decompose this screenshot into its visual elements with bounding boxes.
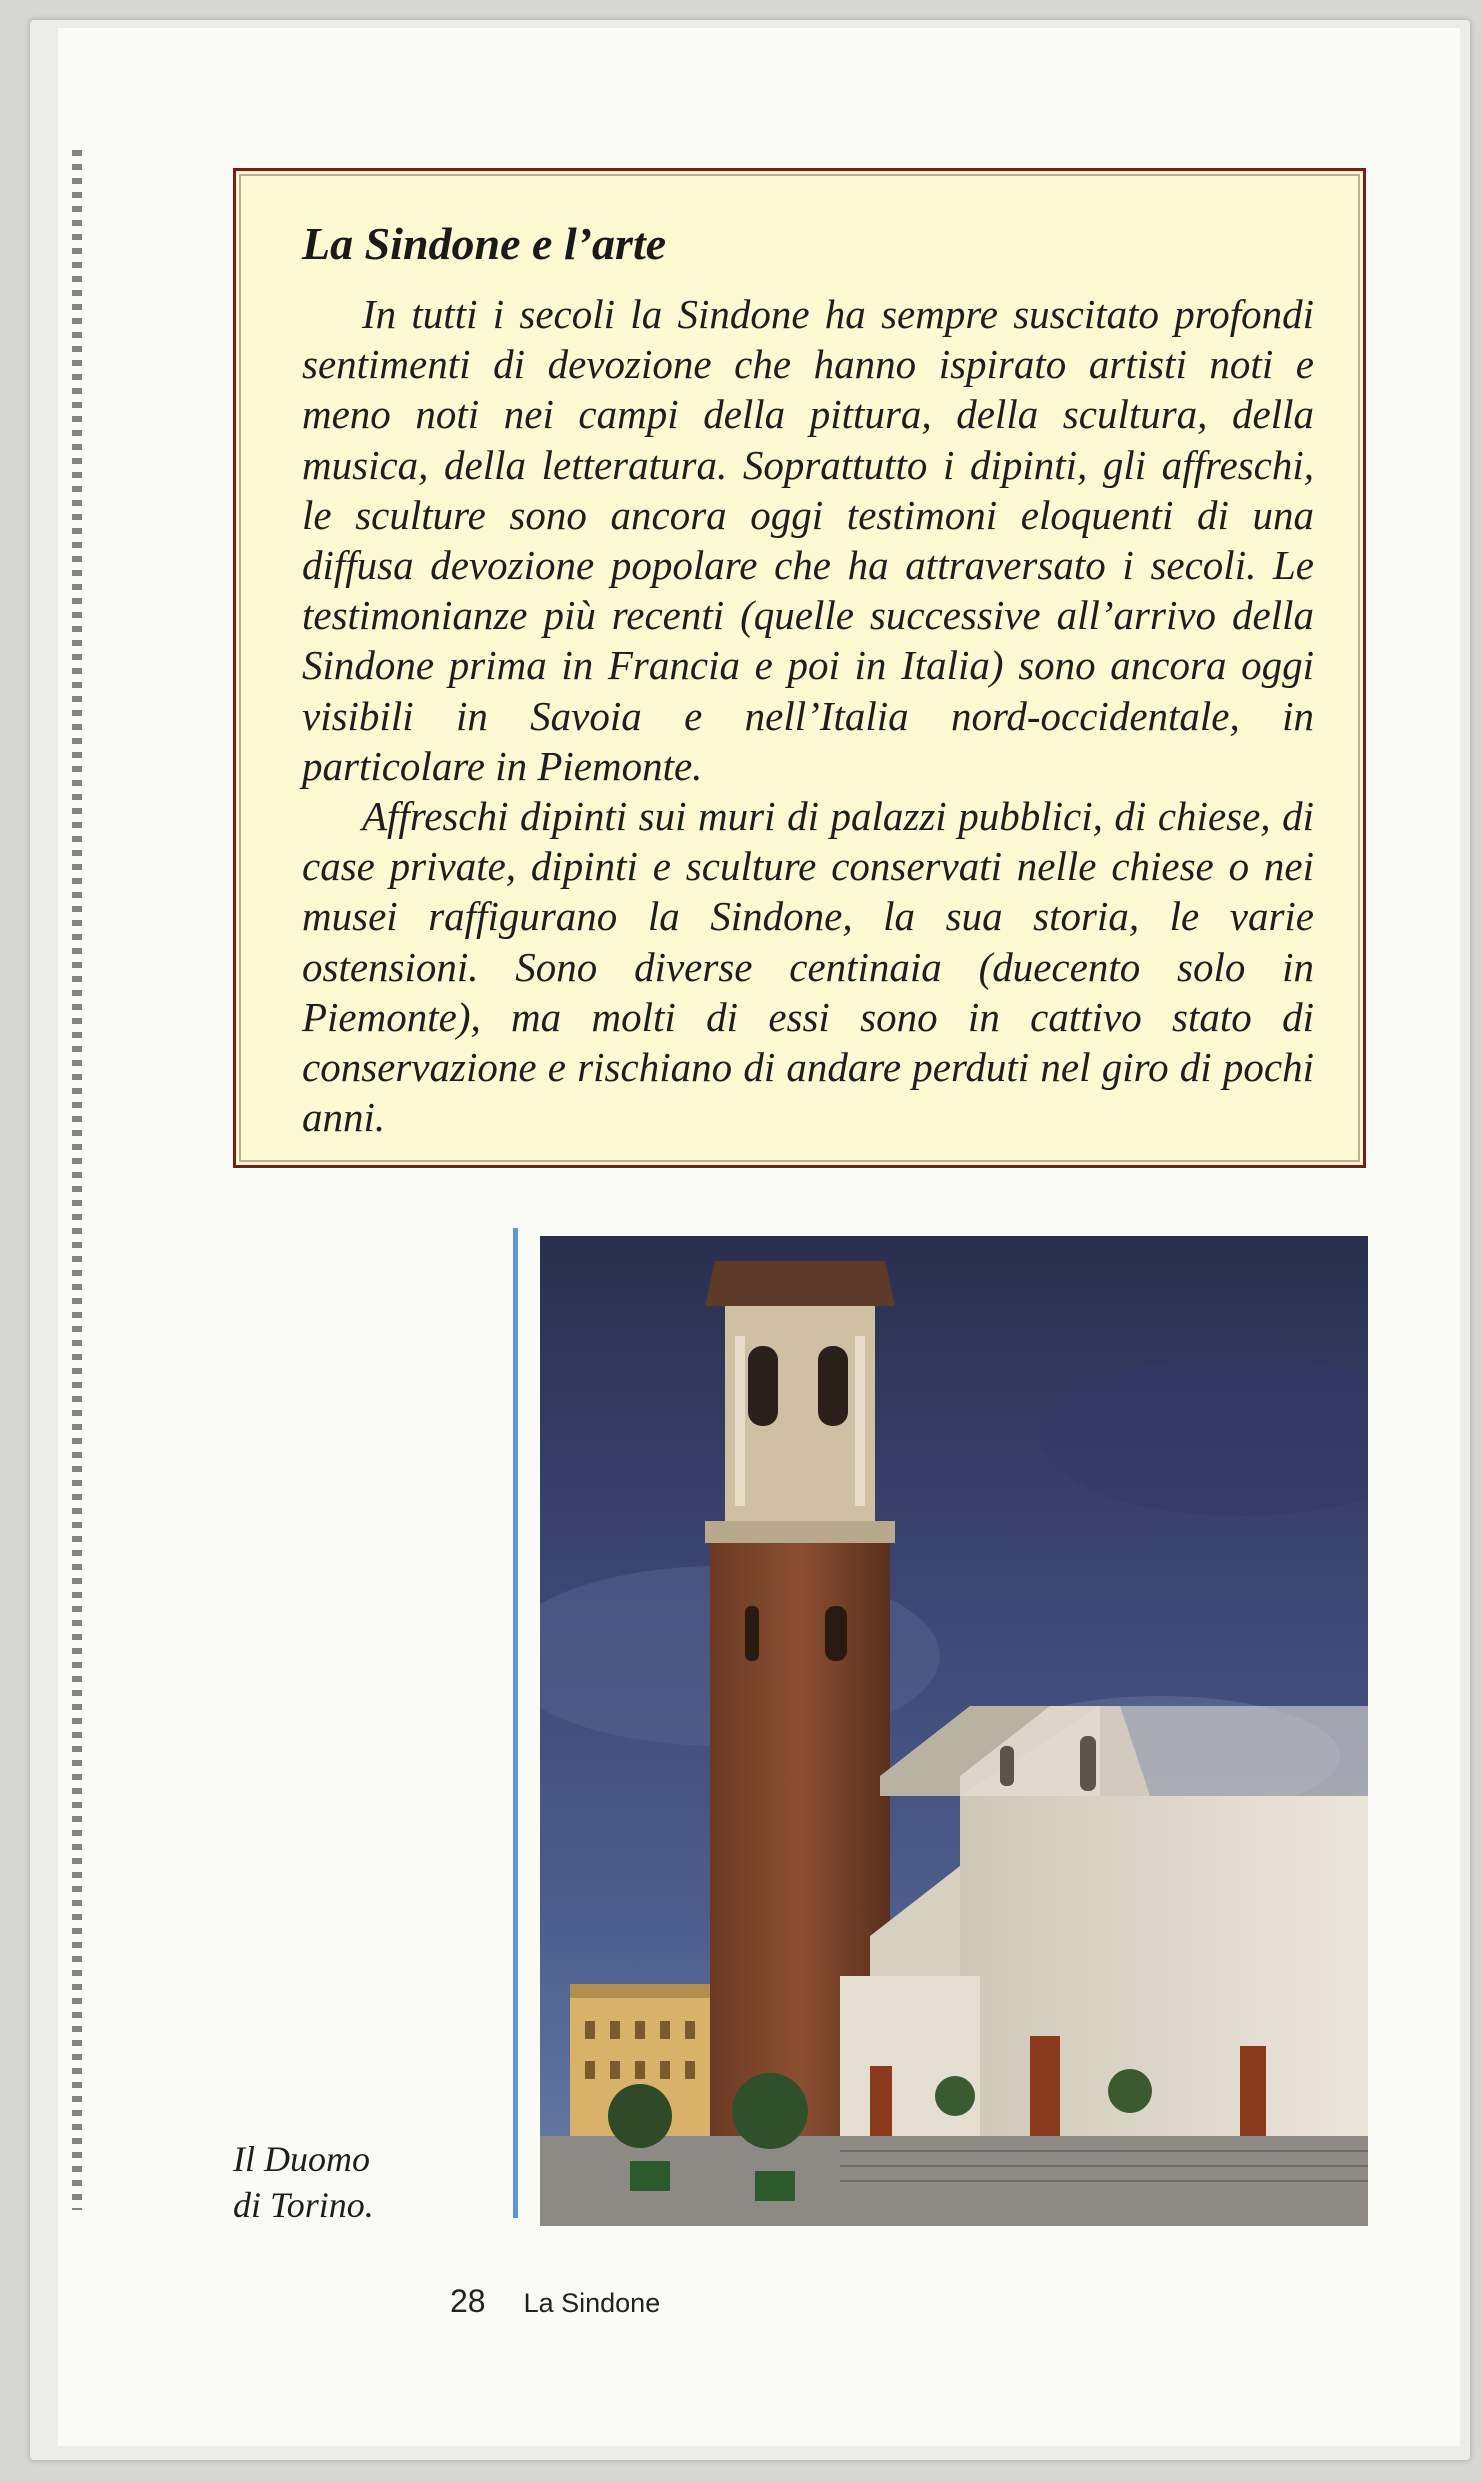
duomo-photo: [540, 1236, 1368, 2226]
box-paragraph-1: In tutti i secoli la Sindone ha sempre suscitato profondi sentimenti di devozione che hanno ispirato artisti noti e meno noti nei campi della pittura, della scultura, della musica, della letteratura. Soprattutto i dipinti, gli affreschi, le sculture sono ancora oggi testimoni eloquenti di una diffusa devozione popolare che ha attraversato i secoli. Le testimonianze più recenti (quelle successive all’arrivo della Sindone prima in Francia e poi in Italia) sono ancora oggi visibili in Savoia e nell’Italia nord-occidentale, in particolare in Piemonte.: [302, 291, 1314, 789]
photo-caption: [233, 2136, 453, 2228]
binding-shadow: [72, 150, 82, 2210]
box-body: [302, 289, 1314, 1142]
caption-line-1: Il Duomo: [233, 2139, 370, 2179]
caption-line-2: di Torino.: [233, 2185, 374, 2225]
photo-rule: [513, 1228, 518, 2218]
sidebar-box: [233, 168, 1366, 1168]
box-paragraph-2: Affreschi dipinti sui muri di palazzi pubblici, di chiese, di case private, dipinti e sculture conservati nelle chiese o nei musei raffigurano la Sindone, la sua storia, le varie ostensioni. Sono diverse centinaia (duecento solo in Piemonte), ma molti di essi sono in cattivo stato di conservazione e rischiano di andare perduti nel giro di pochi anni.: [302, 793, 1314, 1141]
running-title: La Sindone: [523, 2288, 661, 2318]
box-title: La Sindone e l’arte: [302, 218, 667, 269]
page-footer: [450, 2283, 660, 2320]
page-number: 28: [450, 2283, 486, 2319]
